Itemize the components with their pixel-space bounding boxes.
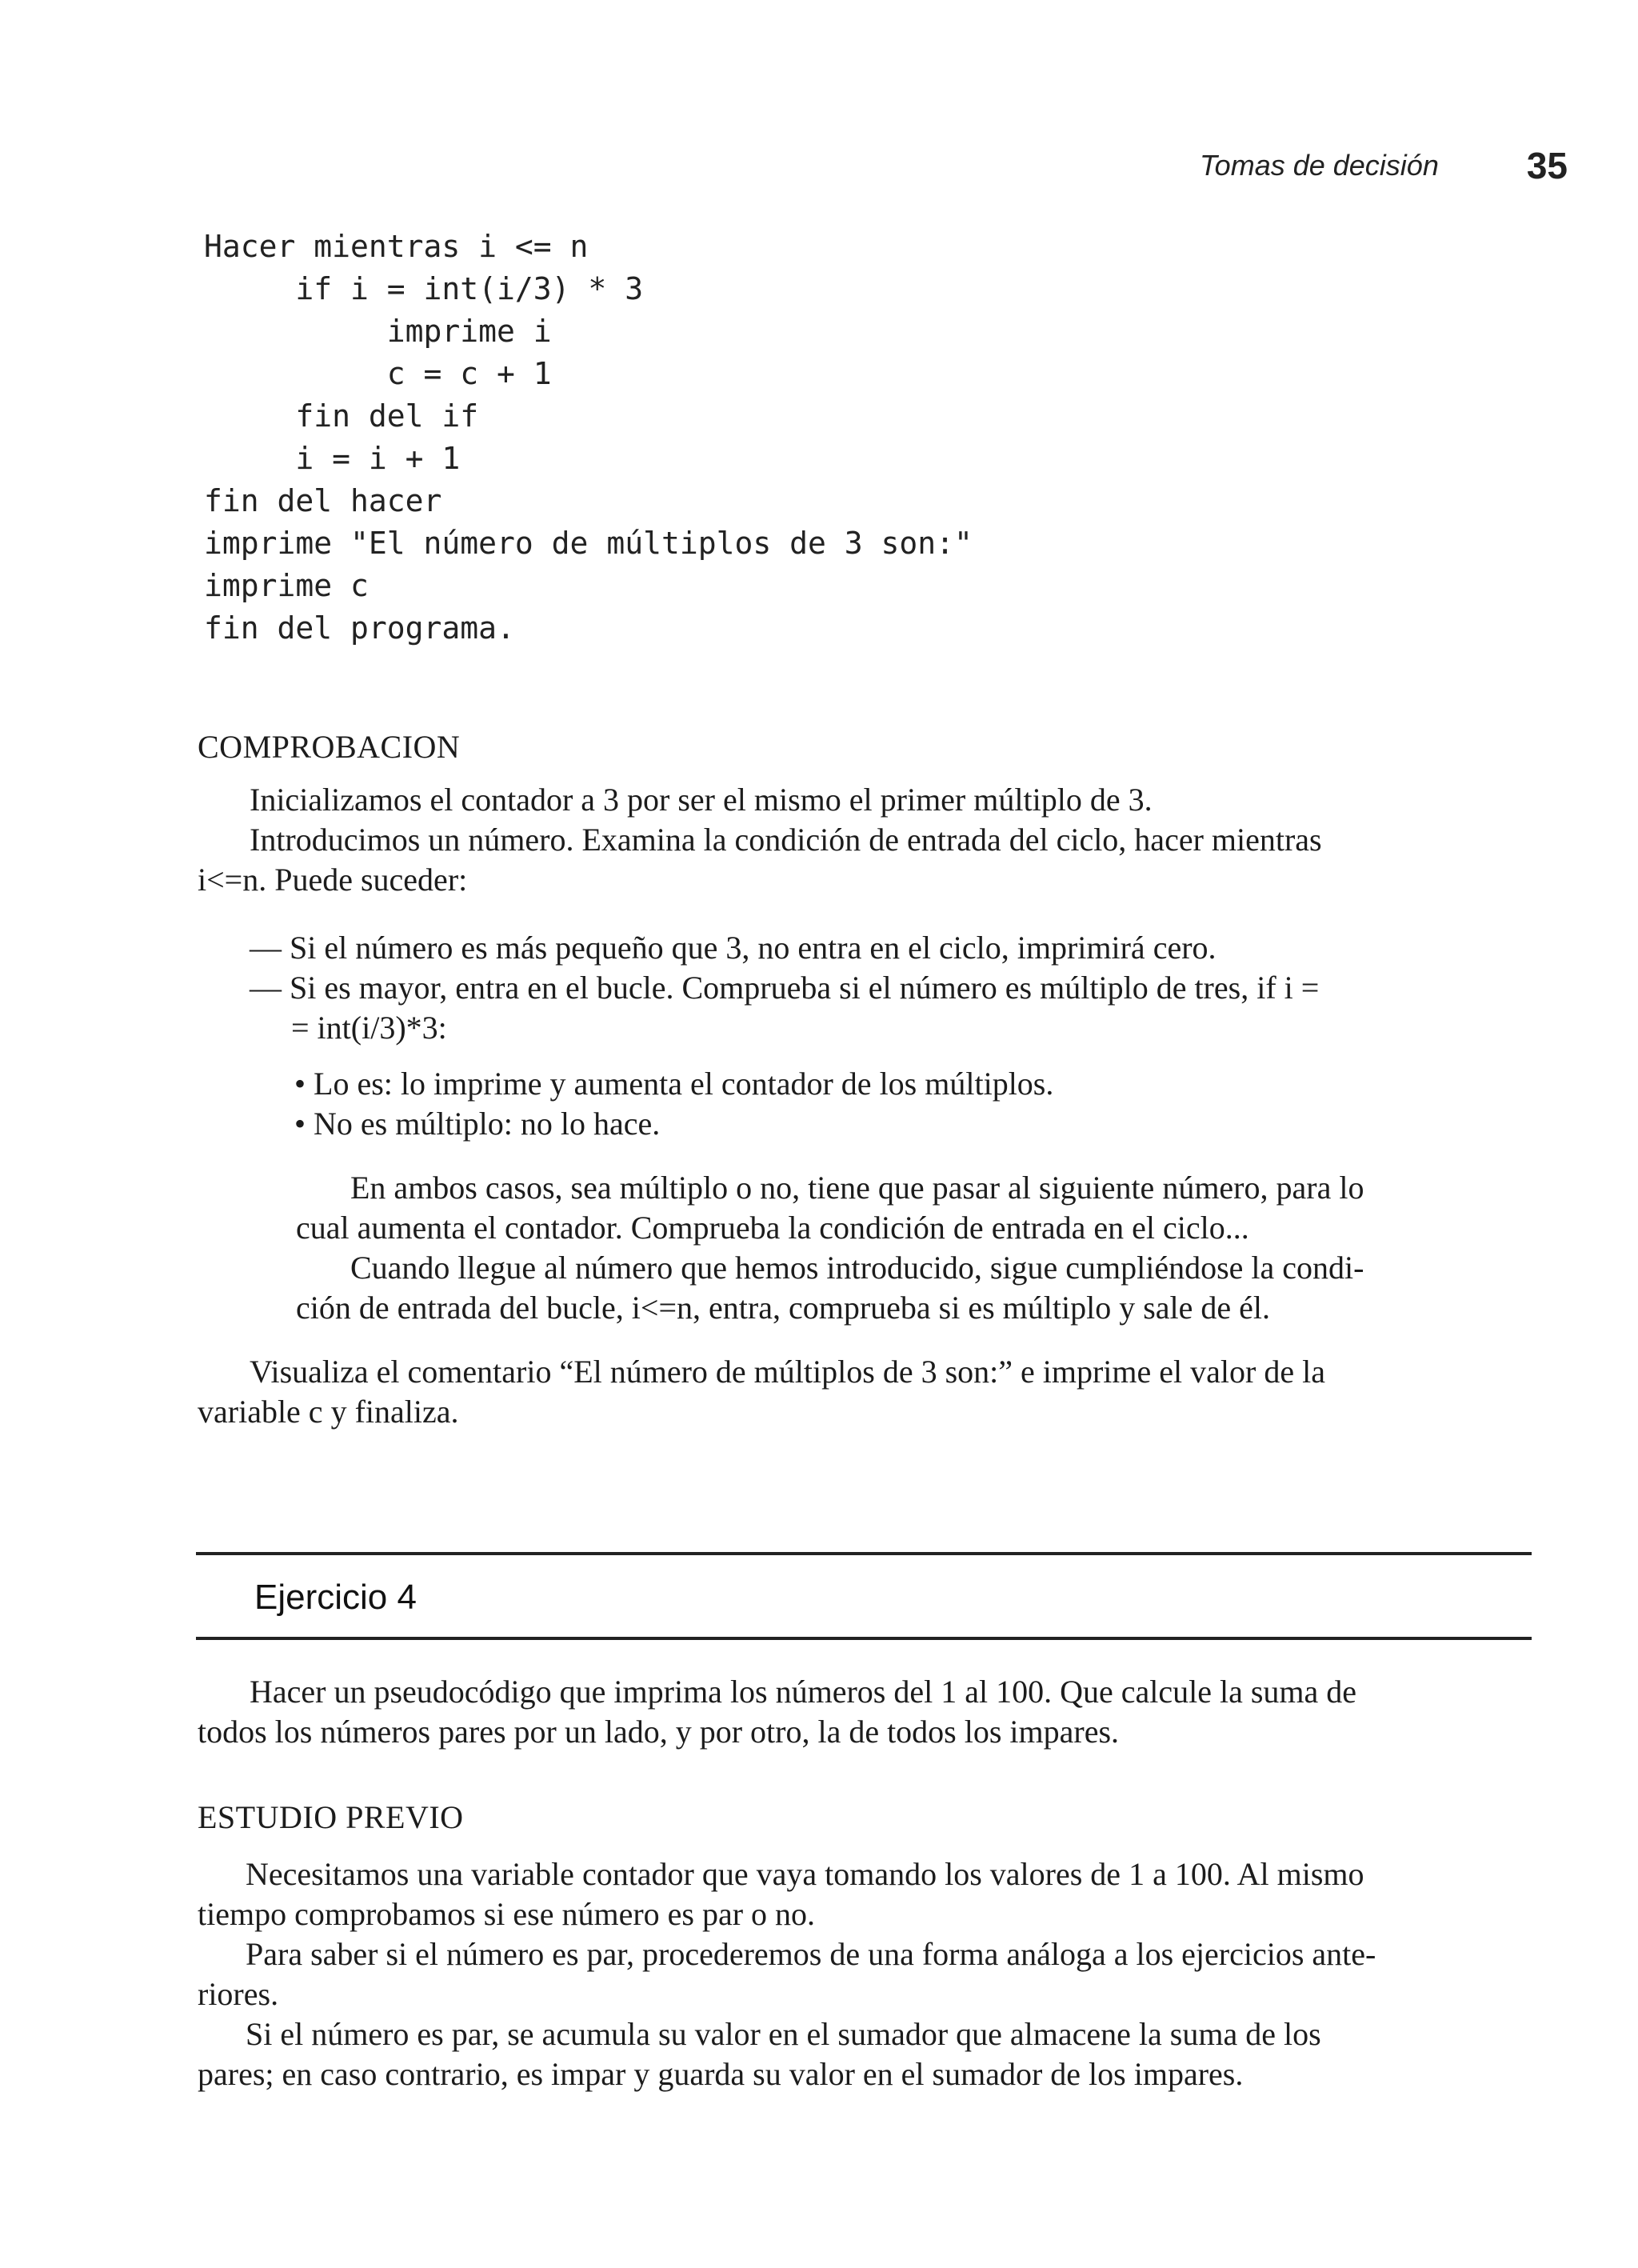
code-line: imprime "El número de múltiplos de 3 son:" xyxy=(204,526,973,561)
text-line: Hacer un pseudocódigo que imprima los números del 1 al 100. Que calcule la suma de xyxy=(250,1674,1357,1710)
case-list xyxy=(250,928,1529,1048)
text-line: pares; en caso contrario, es impar y guarda su valor en el sumador de los impares. xyxy=(198,2056,1244,2092)
bullet-item-not-multiple: • No es múltiplo: no lo hace. xyxy=(294,1106,661,1142)
pseudocode-block xyxy=(204,226,973,650)
comprobacion-paragraph-2 xyxy=(198,820,1532,900)
text-line: ción de entrada del bucle, i<=n, entra, comprueba si es múltiplo y sale de él. xyxy=(296,1290,1271,1326)
text-line: Inicializamos el contador a 3 por ser el mismo el primer múltiplo de 3. xyxy=(250,782,1153,818)
exercise-bottom-rule xyxy=(196,1637,1532,1640)
code-line: Hacer mientras i <= n xyxy=(204,229,589,264)
case-item-large-cont: = int(i/3)*3: xyxy=(291,1010,447,1046)
bullet-item-multiple: • Lo es: lo imprime y aumenta el contador de los múltiplos. xyxy=(294,1066,1054,1102)
case-item-small: — Si el número es más pequeño que 3, no entra en el ciclo, imprimirá cero. xyxy=(250,930,1217,966)
comprobacion-paragraph-4 xyxy=(296,1248,1532,1328)
case-item-large: — Si es mayor, entra en el bucle. Comprueba si el número es múltiplo de tres, if i = xyxy=(250,970,1320,1006)
estudio-paragraph-1 xyxy=(198,1854,1532,1934)
code-line: fin del hacer xyxy=(204,483,442,518)
code-line: if i = int(i/3) * 3 xyxy=(204,271,644,306)
comprobacion-paragraph-1 xyxy=(250,780,1529,820)
text-line: Necesitamos una variable contador que vaya tomando los valores de 1 a 100. Al mismo xyxy=(246,1856,1364,1892)
exercise-statement xyxy=(198,1672,1532,1752)
text-line: Visualiza el comentario “El número de múltiplos de 3 son:” e imprime el valor de la xyxy=(250,1354,1325,1390)
text-line: Cuando llegue al número que hemos introducido, sigue cumpliéndose la condi- xyxy=(350,1250,1364,1286)
code-line: i = i + 1 xyxy=(204,441,461,476)
text-line: En ambos casos, sea múltiplo o no, tiene que pasar al siguiente número, para lo xyxy=(350,1170,1364,1206)
page-number: 35 xyxy=(1526,145,1568,186)
code-line: c = c + 1 xyxy=(204,356,552,391)
text-line: i<=n. Puede suceder: xyxy=(198,862,468,898)
code-line: imprime i xyxy=(204,314,552,349)
exercise-title: Ejercicio 4 xyxy=(254,1578,417,1617)
text-line: Introducimos un número. Examina la condición de entrada del ciclo, hacer mientras xyxy=(250,822,1322,858)
code-line: imprime c xyxy=(204,568,369,603)
text-line: Si el número es par, se acumula su valor en el sumador que almacene la suma de los xyxy=(246,2016,1321,2052)
estudio-heading: ESTUDIO PREVIO xyxy=(198,1799,464,1835)
code-line: fin del programa. xyxy=(204,610,515,646)
text-line: Para saber si el número es par, procederemos de una forma análoga a los ejercicios ante- xyxy=(246,1936,1376,1972)
text-line: cual aumenta el contador. Comprueba la condición de entrada en el ciclo... xyxy=(296,1210,1249,1246)
comprobacion-heading: COMPROBACION xyxy=(198,729,461,765)
estudio-paragraph-2 xyxy=(198,1934,1532,2014)
comprobacion-paragraph-3 xyxy=(296,1168,1532,1248)
text-line: variable c y finaliza. xyxy=(198,1394,459,1430)
text-line: todos los números pares por un lado, y por otro, la de todos los impares. xyxy=(198,1714,1120,1750)
comprobacion-paragraph-5 xyxy=(198,1352,1532,1432)
code-line: fin del if xyxy=(204,398,479,434)
section-title: Tomas de decisión xyxy=(1200,149,1439,182)
text-line: riores. xyxy=(198,1976,279,2012)
bullet-list xyxy=(294,1064,1494,1144)
exercise-top-rule xyxy=(196,1552,1532,1555)
estudio-paragraph-3 xyxy=(198,2014,1532,2094)
text-line: tiempo comprobamos si ese número es par o no. xyxy=(198,1896,816,1932)
